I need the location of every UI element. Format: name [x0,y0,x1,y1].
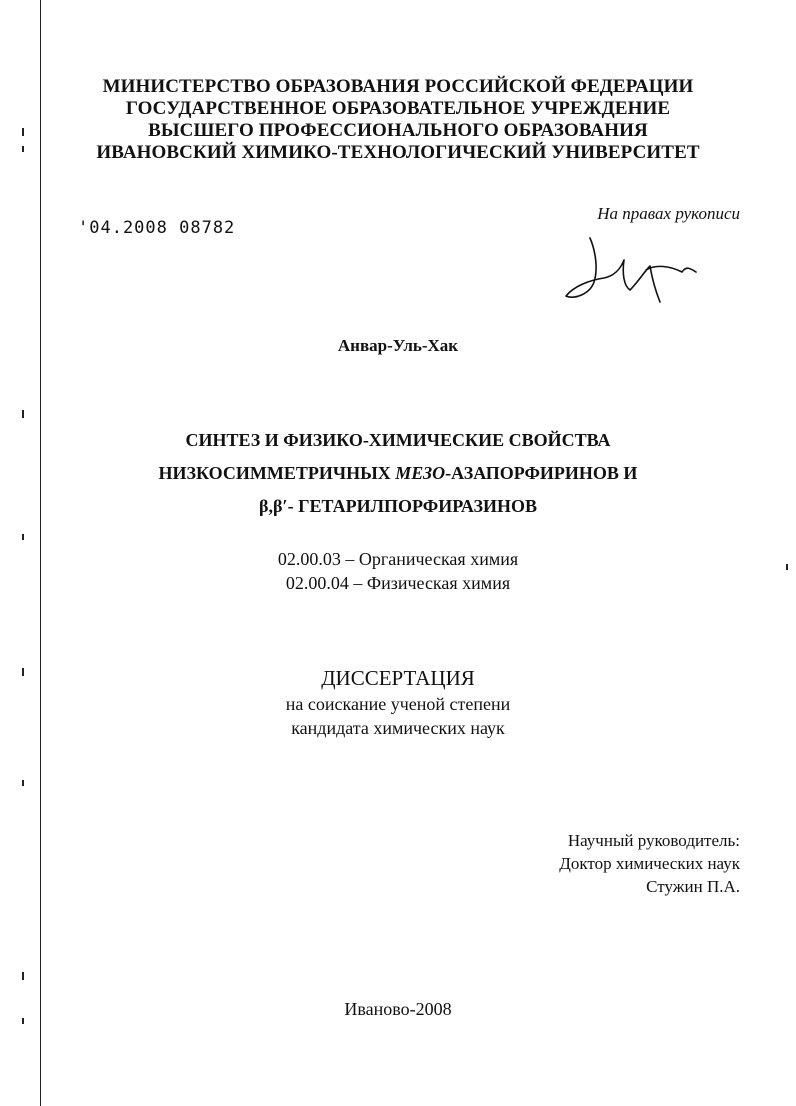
ministry-header [0,76,796,164]
dissertation-heading: ДИССЕРТАЦИЯ [321,666,475,690]
degree-description: на соискание ученой степени кандидата химических наук [285,694,511,738]
supervisor-block [559,829,740,898]
specialty-line: 02.00.03 – Органическая химия [277,549,519,569]
title-line: β,β′- ГЕТАРИЛПОРФИРАЗИНОВ [259,496,537,516]
signature-scribble [560,230,700,310]
supervisor-label: Научный руководитель: [567,831,740,850]
library-stamp-number: '04.2008 08782 [78,218,236,238]
specialty-line: 02.00.04 – Физическая химия [285,573,511,593]
author-name: Анвар-Уль-Хак [337,336,459,355]
ministry-line: ВЫСШЕГО ПРОФЕССИОНАЛЬНОГО ОБРАЗОВАНИЯ [148,120,648,141]
title-line: НИЗКОСИММЕТРИЧНЫХ МЕЗО-АЗАПОРФИРИНОВ И [158,463,638,483]
ministry-line: МИНИСТЕРСТВО ОБРАЗОВАНИЯ РОССИЙСКОЙ ФЕДЕРАЦИИ [102,76,694,97]
rights-note: На правах рукописи [597,204,740,223]
supervisor-degree: Доктор химических наук [559,854,740,873]
city-year: Иваново-2008 [344,999,452,1019]
title-line: СИНТЕЗ И ФИЗИКО-ХИМИЧЕСКИЕ СВОЙСТВА [185,430,611,450]
supervisor-name: Стужин П.А. [646,877,740,896]
specialties [0,547,796,595]
ministry-line: ИВАНОВСКИЙ ХИМИКО-ТЕХНОЛОГИЧЕСКИЙ УНИВЕРСИТЕТ [96,142,700,163]
ministry-line: ГОСУДАРСТВЕННОЕ ОБРАЗОВАТЕЛЬНОЕ УЧРЕЖДЕНИЕ [125,98,671,119]
dissertation-title [0,424,796,523]
